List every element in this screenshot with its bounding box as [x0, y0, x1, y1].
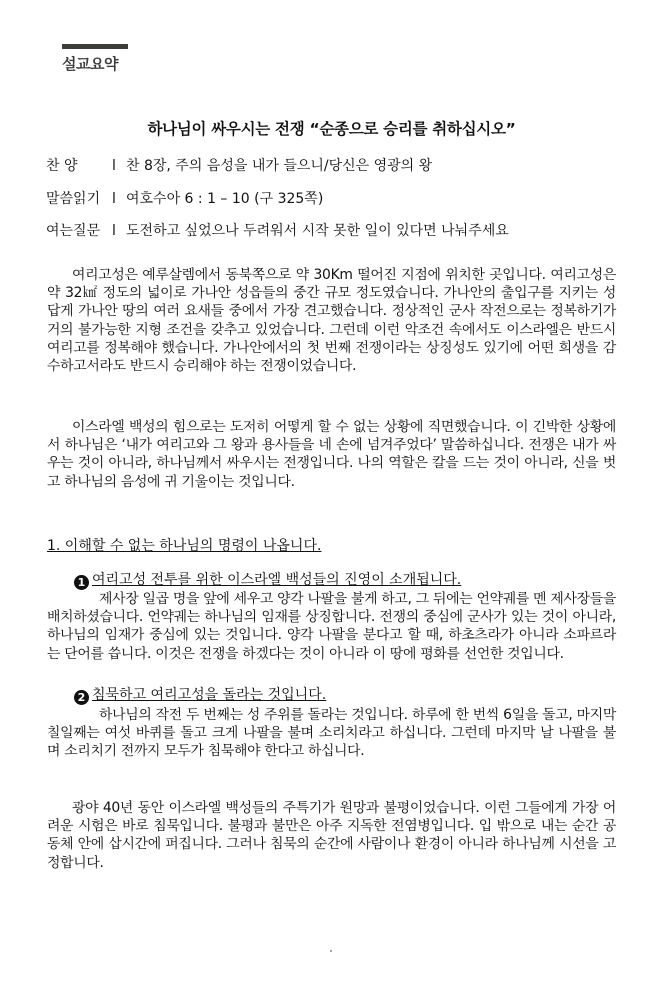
logo-label: 설교요약	[62, 55, 118, 73]
meta-reading	[46, 188, 323, 208]
paragraph-closing: 광야 40년 동안 이스라엘 백성들의 주특기가 원망과 불평이었습니다. 이런 그들에게 가장 어려운 시험은 바로 침묵입니다. 불평과 불만은 아주 지독한 전염병입니다. 입 밖으로 내는 순간 공동체 안에 삽시간에 퍼집니다. 그러나 침묵의 순간에 사람이나 환경이 아니라 하나님께 시선을 고정합니다.	[47, 800, 616, 871]
subsection-1-title: 여리고성 전투를 위한 이스라엘 백성들의 진영이 소개됩니다.	[92, 572, 462, 588]
subsection-2-title: 침묵하고 여리고성을 돌라는 것입니다.	[92, 687, 327, 703]
meta-reading-value: 여호수아 6 : 1 – 10 (구 325쪽)	[126, 191, 324, 207]
meta-hymn-value: 찬 8장, 주의 음성을 내가 들으니/당신은 영광의 왕	[126, 158, 433, 174]
number-1-icon: 1	[74, 575, 89, 590]
meta-question-value: 도전하고 싶었으나 두려워서 시작 못한 일이 있다면 나눠주세요	[126, 223, 509, 239]
page-dot	[330, 950, 332, 952]
logo-bar	[62, 44, 128, 49]
page-title: 하나님이 싸우시는 전쟁 “순종으로 승리를 취하십시오”	[147, 120, 516, 138]
subsection-2-body: 하나님의 작전 두 번째는 성 주위를 돌라는 것입니다. 하루에 한 번씩 6일을 돌고, 마지막 칠일째는 여섯 바퀴를 돌고 크게 나팔을 불며 소리치라고 하십니다. 그런데 마지막 날 나팔을 불며 소리치기 전까지 모두가 침묵해야 한다고 하십니다.	[47, 707, 616, 760]
meta-reading-separator: l	[112, 191, 116, 207]
paragraph-jericho: 여리고성은 예루살렘에서 동북쪽으로 약 30Km 떨어진 지점에 위치한 곳입니다. 여리고성은 약 32㎢ 정도의 넓이로 가나안 성읍들의 중간 규모 정도였습니다. 가나안의 출입구를 지키는 성답게 가나안 땅의 여러 요새들 중에서 가장 견고했습니다. 정상적인 군사 작전으로는 정복하기가 거의 불가능한 지형 조건을 갖추고 있었습니다. 그런데 이런 악조건 속에서도 이스라엘은 반드시 여리고를 정복해야 했습니다. 가나안에서의 첫 번째 전쟁이라는 상징성도 있기에 어떤 희생을 감수하고서라도 반드시 승리해야 하는 전쟁이었습니다.	[47, 267, 616, 375]
number-2-icon: 2	[74, 690, 89, 705]
subsection-1-heading	[74, 571, 461, 590]
meta-hymn-label: 찬 양	[46, 158, 78, 174]
paragraph-battle: 이스라엘 백성의 힘으로는 도저히 어떻게 할 수 없는 상황에 직면했습니다. 이 긴박한 상황에서 하나님은 ‘내가 여리고와 그 왕과 용사들을 네 손에 넘겨주었다’ 말씀하십니다. 전쟁은 내가 싸우는 것이 아니라, 하나님께서 싸우시는 전쟁입니다. 나의 역할은 칼을 드는 것이 아니라, 신을 벗고 하나님의 음성에 귀 기울이는 것입니다.	[47, 419, 616, 490]
subsection-1-body: 제사장 일곱 명을 앞에 세우고 양각 나팔을 불게 하고, 그 뒤에는 언약궤를 멘 제사장들을 배치하셨습니다. 언약궤는 하나님의 임재를 상징합니다. 전쟁의 중심에 군사가 있는 것이 아니라, 하나님의 임재가 중심에 있는 것입니다. 양각 나팔을 분다고 할 때, 하초츠라가 아니라 소파르라는 단어를 씁니다. 이것은 전쟁을 하겠다는 것이 아니라 이 땅에 평화를 선언한 것입니다.	[47, 591, 616, 662]
meta-question-separator: l	[112, 223, 116, 239]
meta-question-label: 여는질문	[46, 223, 101, 239]
meta-reading-label: 말씀읽기	[46, 191, 101, 207]
section-heading: 1. 이해할 수 없는 하나님의 명령이 나옵니다.	[47, 538, 322, 554]
meta-hymn	[46, 155, 432, 175]
subsection-2-heading	[74, 686, 326, 705]
meta-question	[46, 220, 509, 240]
meta-hymn-separator: l	[112, 158, 116, 174]
